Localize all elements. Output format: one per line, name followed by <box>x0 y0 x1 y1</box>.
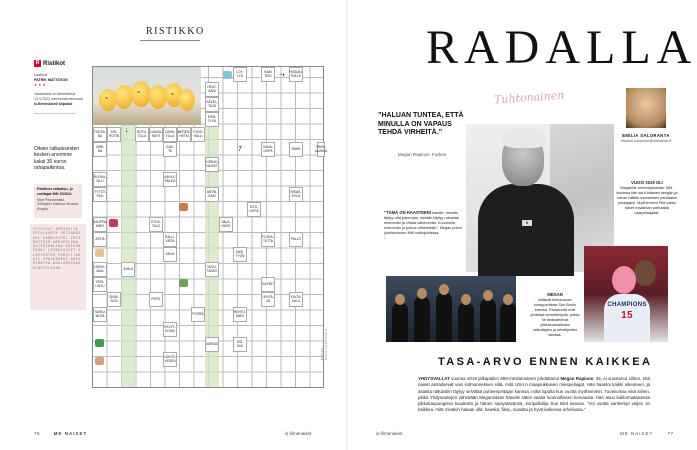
clue-cell: JUHLA <box>121 262 135 277</box>
article-body <box>418 376 650 414</box>
portrait-hair <box>502 128 546 148</box>
clue-cell: ESIN-TYVÄ <box>205 112 219 127</box>
clue-cell: KANA-LEIPÄ <box>261 142 275 157</box>
pull-quote: ”HALUAN TUNTEA, ETTÄ MINULLA ON VAPAUS TEHDÄ VIRHEITÄ.” <box>378 112 464 137</box>
megan-caption <box>530 292 580 338</box>
team-member <box>392 302 408 342</box>
year-caption-text: Meganille menestyksekäs. MM-kisoissa hän sai Kultaisen kengän ja hänet valittiin turnauksen parhaaksi pelaajaksi. Myöhemmin Fifa valitsi hänet maailman parhaaksi naispelaajaksi. <box>616 186 678 215</box>
person-head <box>612 266 636 294</box>
left-page-number: 76 <box>34 431 41 436</box>
clue-cell: KAHLE-PAKKO <box>163 172 177 187</box>
team-member <box>500 302 516 342</box>
clue-cell: RAHA <box>289 142 303 157</box>
clue-cell: KÄYNTI <box>261 277 275 292</box>
food-icon <box>179 203 188 211</box>
right-footer <box>620 431 673 436</box>
team-member <box>480 298 496 342</box>
body-text-1: vuonna 2019 jalkapallon MM-mestaruuteen johdattanut <box>449 376 561 381</box>
section-headline: TASA-ARVO ENNEN KAIKKEA <box>438 356 653 368</box>
right-magazine-name: ME NAISET <box>620 431 654 436</box>
chick-icon <box>179 89 195 111</box>
team-member <box>436 292 452 342</box>
number-cell: 7 <box>238 145 242 153</box>
clue-cell: TYTTÖ-PUU <box>93 187 107 202</box>
clue-cell: VAIVA <box>163 247 177 262</box>
team-member-head <box>439 284 449 295</box>
couple-photo <box>584 246 668 342</box>
bottle-icon <box>95 339 104 347</box>
clue-cell: KOTI-LEIPÄ <box>247 202 261 217</box>
clue-cell: VESI-LINTU <box>93 277 107 292</box>
leaf-icon <box>179 279 188 287</box>
clue-cell: VALA-HÄVE <box>219 217 233 232</box>
clue-cell: LÖY-LYÄ <box>233 67 247 82</box>
brand-name: Ristikot <box>43 60 66 67</box>
right-page-number: 77 <box>667 431 674 436</box>
clue-cell: KAIN TEKI <box>261 67 275 82</box>
previous-answer-box <box>30 224 86 310</box>
clue-cell: ISO-KIVI <box>233 337 247 352</box>
side-caption-title: ”TÄMÄ ON HAASTEENI <box>384 210 431 215</box>
left-page <box>0 0 348 450</box>
team-member-head <box>395 294 405 305</box>
author-role: Laatinut <box>34 73 47 77</box>
megan-caption-title: MEGAN <box>547 292 563 297</box>
clue-cell: PISTE <box>149 292 163 307</box>
clue-cell: TASKU-MUTA <box>93 307 107 322</box>
clue-cell: SÄVEL-TÄJÄ <box>205 97 219 112</box>
arrow-right-icon: ➝ <box>279 72 285 79</box>
article-author-name: EMILIA SALORANTA <box>622 133 670 138</box>
script-label: Tuhtonainen <box>493 88 565 107</box>
clue-cell: ETUS-TALO <box>149 217 163 232</box>
author-name: PATRIK MATTSSON <box>34 78 68 82</box>
team-photo <box>386 276 516 342</box>
shirt-logo: N <box>522 220 532 226</box>
team-member <box>414 296 430 342</box>
winners-title: Ristikon ratkaisu- je voittajat MN 9/2022: <box>37 187 74 196</box>
chicks-photo <box>93 67 201 125</box>
author-block <box>34 73 86 88</box>
arrow-down-icon: ↓ <box>125 127 129 134</box>
person-head <box>634 260 656 286</box>
arrow-down-icon: ↓ <box>384 236 386 240</box>
clue-cell: HOIDAN-PULLE <box>289 67 303 82</box>
clue-cell: KULTA-KALA <box>289 292 303 307</box>
prize-text: Oikein ratkaisseiden kesken arvomme kaksi 30 euron rahapalkintoa. <box>34 146 80 172</box>
gift-icon <box>109 219 118 227</box>
clue-cell: ASTIA <box>93 232 107 247</box>
winners-names: Virpi Raumoniski, Somijärvi Katriina Sirvanti, Kuopio <box>37 197 79 212</box>
left-magazine-name: ME NAISET <box>53 431 88 436</box>
clue-cell: VARVAS <box>205 337 219 352</box>
quote-attribution: Megan Rapinoe, Forbes <box>397 152 447 157</box>
left-footer-url[interactable]: is.fi/menaiset <box>285 431 312 436</box>
team-member-head <box>461 294 471 305</box>
year-caption-title: VUOSI 2019 OLI <box>631 180 663 185</box>
clue-cell: FLORA-TUTTA <box>261 232 275 247</box>
brand-mark-icon: R <box>35 60 40 66</box>
right-footer-url[interactable]: is.fi/menaiset <box>376 431 403 436</box>
clue-cell: SIIVU-TANKO <box>205 262 219 277</box>
portrait-body <box>478 184 574 276</box>
clue-cell: PALLO <box>289 232 303 247</box>
contest-url[interactable]: is.fi/menaiset/ kilpailut <box>34 102 73 106</box>
deadline-info <box>34 92 86 107</box>
megan-caption-text: kiiltävät tiedotusvan kumppaniinsa Sue Birdin kanssa. Pariskunta ovat yhdessä somettelijoita, joissa he tiedustelevat yhteiskunnallisten vaikuttajien ja urheilijoiden kanssa. <box>530 298 580 337</box>
article-title: RADALLA <box>426 21 697 74</box>
side-caption-text: kaikille: meidän täytyy olla parempia, meidän täytyy rakastaa enemmän ja vihata vähemmän. Kuunnella enemmän ja puhua vähemmän”, Megan puhui juuhlavuoden MM-voittojuhlassa. <box>384 211 462 235</box>
body-text-2: , 35, ei suostunut siihen, että naiset ansaitsevat vain kolmanneksen siitä, mitä USA:n maajoukkueen miespelaajat. Hän haastoi kaikki oikeuteen, ja asiasta ratkaistiin täytyy selvittää puheenjohtajan kanssa, mikä lopulta kun vuotta myöhemmin. Tuomioissa eikä siihen, pitikö Yhdysvaltojen vähintään Meganistaan hänelle sitten vaatia luonnolliseen korvausta. Hän asuu kalifornialaisessa pikkukaupungissa kuudenta ja hänen naisystävänsä, koripalloilija Sue Bird kanssa. ”Voi vuotta vanhempi veljen on kaikkea, mitä minäkin haluan olla: hauska, fiksu, suosittu ja hyvä kaikessa urheilussa.” <box>418 376 650 413</box>
beak-icon <box>171 93 174 95</box>
clue-cell: RUOKA-VILLI <box>93 172 107 187</box>
clue-cell: ROTU-TILLA <box>135 127 149 142</box>
clue-cell: KORKKI-NAISET <box>205 157 219 172</box>
clue-cell: KAN-TA <box>163 142 177 157</box>
clue-cell: LENTÄ-VÄ <box>261 292 275 307</box>
sidebar-divider <box>34 113 76 114</box>
body-name: Megan Rapinoe <box>560 376 594 381</box>
clue-cell: RIKAS-KYLÄ <box>289 187 303 202</box>
clue-cell: KEVYT-KOSKI <box>163 322 177 337</box>
jersey <box>604 294 650 342</box>
winners-box <box>34 184 82 218</box>
photo-credit: KUVAT SHUTTERSTOCK <box>320 328 328 360</box>
beak-icon <box>137 91 140 93</box>
clue-cell: LÄHTÖ-VEDEN <box>163 352 177 367</box>
crossword-grid[interactable] <box>92 66 328 388</box>
deadline-text: Vastaukset on lähetettävä 13.4.2022 mennessä verkossa <box>34 92 83 101</box>
difficulty-stars: ★★★ <box>34 83 47 87</box>
article-author-email[interactable]: etunimi.sukunimi@menaiset.fi <box>620 139 672 143</box>
shell-icon <box>95 357 104 365</box>
team-member-head <box>417 288 427 299</box>
fish-icon <box>223 71 232 79</box>
clue-cell: KIR-ROTIN <box>107 127 121 142</box>
body-lead: YHDYSVALLAT <box>418 376 450 381</box>
clue-cell: KAUPPA-MIES <box>93 217 107 232</box>
clue-cell: LÄIVA-TILLA <box>163 127 177 142</box>
previous-answer-grid: TUTKIVAT KURINOLIK ESIALKUSTR ORIVARSIHEL KANALEIPÄT IRTORATTAIR AMEOPELIHA ALISEINÄLIKÄ VAIVONTUOKI LEIKKIALUET OLÄVIESTIM OSKOLIINKATI EMÄLESAKKI AKEIKIMATKA ANALOKAISAS ELMSTOLIVAN <box>33 227 81 270</box>
clue-cell: LEIKKI-MAA <box>93 262 107 277</box>
clue-cell: TULVIA-NA <box>93 127 107 142</box>
clue-cell: PYÖRÄ <box>191 307 205 322</box>
team-member-head <box>503 294 513 305</box>
year-caption <box>614 180 680 216</box>
clue-cell: RENTO-MIES <box>233 307 247 322</box>
beak-icon <box>105 97 108 99</box>
clue-cell: ANTIN-KÄSI <box>205 187 219 202</box>
green-column <box>121 125 135 387</box>
hand-icon <box>95 249 104 257</box>
crossword-sidebar <box>34 60 86 114</box>
left-footer <box>34 431 87 436</box>
clue-cell: HELE-ÄÄNI <box>205 82 219 97</box>
jersey-name: CHAMPIONS <box>607 302 647 308</box>
clue-cell: TOIVE-HALLI <box>191 127 205 142</box>
team-member <box>458 302 474 342</box>
clue-cell: SIINÄ-SUVI <box>107 292 121 307</box>
side-caption <box>384 210 464 241</box>
author-avatar <box>626 88 666 128</box>
team-member-head <box>483 290 493 301</box>
clue-cell: LUKKIA-NEITI <box>149 127 163 142</box>
chick-icon <box>131 81 151 107</box>
section-title: RISTIKKO <box>146 26 205 37</box>
clue-cell: MEREN-HETKI <box>177 127 191 142</box>
jersey-number: 15 <box>621 310 633 321</box>
clue-cell: KÄSI-TYÖN <box>233 247 247 262</box>
brand-logo <box>34 60 86 67</box>
title-rule <box>140 40 200 41</box>
clue-cell: PAPA-LAUKKA <box>317 142 325 157</box>
clue-cell: VÄRI-NA <box>93 142 107 157</box>
right-page <box>348 0 696 450</box>
clue-cell: RALLI-VIRTA <box>163 232 177 247</box>
